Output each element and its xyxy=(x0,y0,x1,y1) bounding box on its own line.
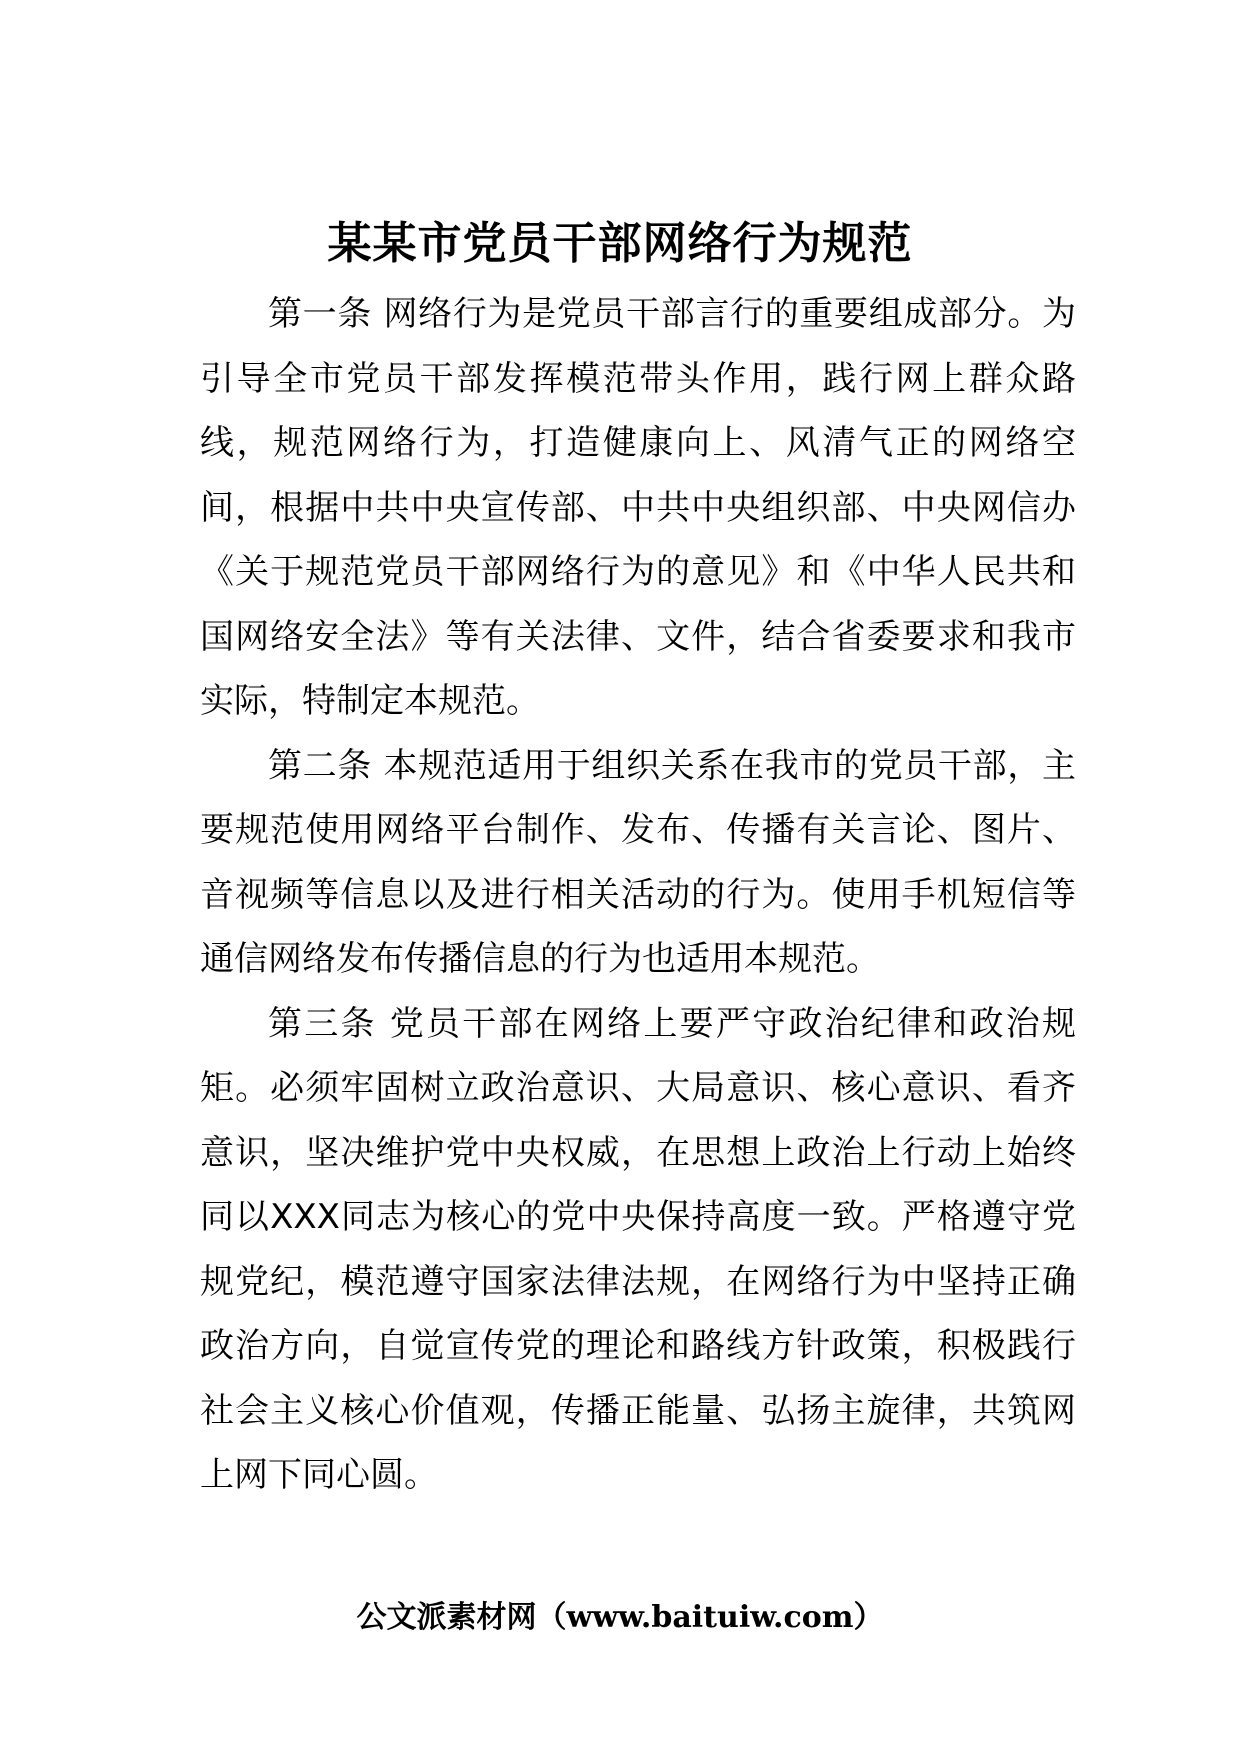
document-title: 某某市党员干部网络行为规范 xyxy=(327,218,913,269)
footer-source: 公文派素材网（www.baituiw.com） xyxy=(356,1600,884,1635)
paragraph-article-2: 第二条 本规范适用于组织关系在我市的党员干部，主要规范使用网络平台制作、发布、传播有关言论、图片、音视频等信息以及进行相关活动的行为。使用手机短信等通信网络发布传播信息的行为也适用本规范。 xyxy=(200,745,1076,979)
paragraph-article-3: 第三条 党员干部在网络上要严守政治纪律和政治规矩。必须牢固树立政治意识、大局意识、核心意识、看齐意识，坚决维护党中央权威，在思想上政治上行动上始终同以XXX同志为核心的党中央保持高度一致。严格遵守党规党纪，模范遵守国家法律法规，在网络行为中坚持正确政治方向，自觉宣传党的理论和路线方针政策，积极践行社会主义核心价值观，传播正能量、弘扬主旋律，共筑网上网下同心圆。 xyxy=(200,1003,1076,1495)
paragraph-article-1: 第一条 网络行为是党员干部言行的重要组成部分。为引导全市党员干部发挥模范带头作用，践行网上群众路线，规范网络行为，打造健康向上、风清气正的网络空间，根据中共中央宣传部、中共中央组织部、中央网信办《关于规范党员干部网络行为的意见》和《中华人民共和国网络安全法》等有关法律、文件，结合省委要求和我市实际，特制定本规范。 xyxy=(200,294,1076,721)
document-body xyxy=(200,282,1076,1508)
